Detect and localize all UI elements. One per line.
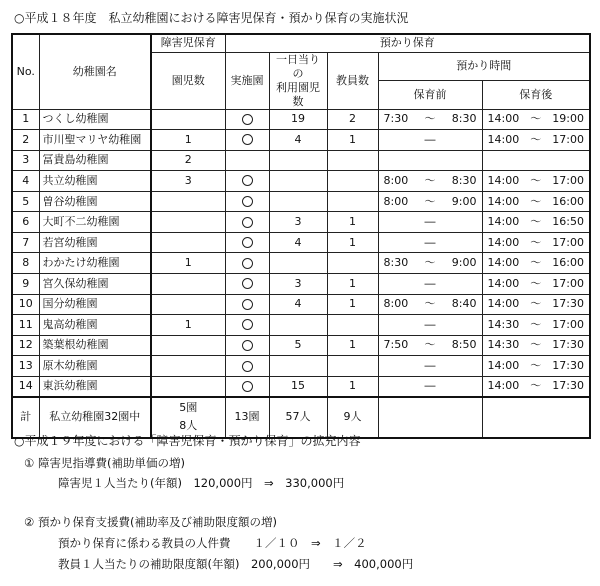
mae-end: 8:40	[451, 297, 477, 311]
row-name: つくし幼稚園	[39, 109, 151, 130]
ato-start: 14:00	[487, 173, 520, 187]
row-no: 11	[12, 315, 39, 336]
row-no: 13	[12, 356, 39, 377]
row-riyou: 15	[269, 376, 327, 397]
row-shogai: 1	[151, 315, 225, 336]
tilde: ～	[424, 338, 436, 352]
tilde: ～	[530, 359, 542, 373]
ato-end: 17:30	[552, 297, 584, 311]
row-riyou	[269, 171, 327, 192]
tilde: ～	[530, 173, 542, 187]
mae-end: 9:00	[451, 194, 477, 208]
row-shogai	[151, 376, 225, 397]
row-shogai	[151, 109, 225, 130]
row-ato	[482, 335, 590, 356]
table-row	[12, 335, 590, 356]
row-mae	[378, 150, 482, 171]
row-name: 宮久保幼稚園	[39, 274, 151, 295]
mae-start: 7:50	[383, 338, 409, 352]
row-riyou	[269, 253, 327, 274]
row-kyouin: 1	[327, 274, 378, 295]
circle-mark-icon	[242, 299, 253, 310]
row-jisshi	[225, 356, 269, 377]
section2-title: ○平成１９年度における「障害児保育・預かり保育」の拡充内容	[14, 434, 361, 448]
ato-end: 17:00	[552, 276, 584, 290]
header-shogai-group: 障害児保育	[151, 34, 225, 52]
table-row	[12, 376, 590, 397]
ato-start: 14:00	[487, 112, 520, 126]
ato-end: 19:00	[552, 112, 584, 126]
circle-mark-icon	[242, 381, 253, 392]
row-name: 曽谷幼稚園	[39, 191, 151, 212]
row-no: 2	[12, 130, 39, 151]
row-ato	[482, 130, 590, 151]
ato-end: 17:00	[552, 317, 584, 331]
table-row	[12, 171, 590, 192]
row-kyouin: 1	[327, 130, 378, 151]
row-no: 8	[12, 253, 39, 274]
row-name: 若宮幼稚園	[39, 232, 151, 253]
mae-start: 8:00	[383, 194, 409, 208]
row-jisshi	[225, 376, 269, 397]
mae-start: 8:00	[383, 173, 409, 187]
row-riyou	[269, 315, 327, 336]
row-no: 12	[12, 335, 39, 356]
tilde: ～	[424, 194, 436, 208]
row-mae: ―	[378, 376, 482, 397]
row-mae	[378, 109, 482, 130]
row-mae: ―	[378, 232, 482, 253]
ato-start: 14:00	[487, 359, 520, 373]
row-shogai: 1	[151, 253, 225, 274]
row-ato	[482, 191, 590, 212]
row-name: 原木幼稚園	[39, 356, 151, 377]
row-ato	[482, 274, 590, 295]
ato-start: 14:00	[487, 235, 520, 249]
tilde: ～	[530, 276, 542, 290]
row-riyou	[269, 191, 327, 212]
ato-start: 14:30	[487, 317, 520, 331]
row-kyouin	[327, 171, 378, 192]
row-riyou	[269, 356, 327, 377]
total-label: 計	[12, 397, 39, 438]
row-mae: ―	[378, 274, 482, 295]
row-no: 1	[12, 109, 39, 130]
row-no: 10	[12, 294, 39, 315]
row-shogai	[151, 335, 225, 356]
circle-mark-icon	[242, 361, 253, 372]
table-row	[12, 150, 590, 171]
table-row	[12, 109, 590, 130]
row-no: 7	[12, 232, 39, 253]
table-row	[12, 294, 590, 315]
row-name: 東浜幼稚園	[39, 376, 151, 397]
tilde: ～	[424, 112, 436, 126]
ato-end: 17:00	[552, 173, 584, 187]
row-name: 鬼高幼稚園	[39, 315, 151, 336]
row-kyouin: 2	[327, 109, 378, 130]
tilde: ～	[530, 235, 542, 249]
tilde: ～	[530, 297, 542, 311]
row-mae: ―	[378, 356, 482, 377]
total-riyou: 57人	[269, 397, 327, 438]
circle-mark-icon	[242, 134, 253, 145]
row-shogai: 1	[151, 130, 225, 151]
row-ato	[482, 376, 590, 397]
row-name: 冨貴島幼稚園	[39, 150, 151, 171]
row-kyouin	[327, 315, 378, 336]
row-jisshi	[225, 335, 269, 356]
ato-start: 14:00	[487, 379, 520, 393]
circle-mark-icon	[242, 175, 253, 186]
row-shogai: 3	[151, 171, 225, 192]
header-kyouin: 教員数	[327, 52, 378, 109]
ato-end: 16:00	[552, 256, 584, 270]
row-no: 4	[12, 171, 39, 192]
header-name: 幼稚園名	[39, 34, 151, 109]
row-jisshi	[225, 315, 269, 336]
table-row	[12, 232, 590, 253]
row-name: 築葉根幼稚園	[39, 335, 151, 356]
row-kyouin: 1	[327, 212, 378, 233]
row-jisshi	[225, 274, 269, 295]
row-riyou: 4	[269, 130, 327, 151]
tilde: ～	[530, 132, 542, 146]
row-ato	[482, 315, 590, 336]
row-mae: ―	[378, 212, 482, 233]
mae-start: 7:30	[383, 112, 409, 126]
tilde: ～	[424, 297, 436, 311]
total-shogai-nin: 8人	[179, 419, 198, 433]
total-kyouin: 9人	[327, 397, 378, 438]
row-ato	[482, 232, 590, 253]
tilde: ～	[530, 338, 542, 352]
row-ato	[482, 150, 590, 171]
row-kyouin: 1	[327, 294, 378, 315]
status-table	[11, 33, 591, 439]
row-kyouin	[327, 150, 378, 171]
circle-mark-icon	[242, 258, 253, 269]
row-mae	[378, 335, 482, 356]
row-no: 5	[12, 191, 39, 212]
row-kyouin: 1	[327, 232, 378, 253]
row-shogai	[151, 212, 225, 233]
row-ato	[482, 253, 590, 274]
circle-mark-icon	[242, 217, 253, 228]
mae-end: 9:00	[451, 256, 477, 270]
ato-end: 17:30	[552, 338, 584, 352]
row-shogai	[151, 356, 225, 377]
row-no: 3	[12, 150, 39, 171]
ato-end: 16:50	[552, 215, 584, 229]
row-jisshi	[225, 191, 269, 212]
table-row	[12, 212, 590, 233]
row-no: 14	[12, 376, 39, 397]
header-riyou: 一日当りの 利用園児数	[269, 52, 327, 109]
row-jisshi	[225, 232, 269, 253]
tilde: ～	[424, 256, 436, 270]
row-shogai	[151, 274, 225, 295]
item1-title: ① 障害児指導費(補助単価の増)	[24, 456, 185, 470]
total-mae	[378, 397, 482, 438]
total-jisshi: 13園	[225, 397, 269, 438]
row-ato	[482, 212, 590, 233]
total-shogai-en: 5園	[179, 401, 198, 415]
circle-mark-icon	[242, 237, 253, 248]
row-jisshi	[225, 294, 269, 315]
row-ato	[482, 356, 590, 377]
row-name: 市川聖マリヤ幼稚園	[39, 130, 151, 151]
row-shogai	[151, 232, 225, 253]
row-ato	[482, 171, 590, 192]
header-mae: 保育前	[378, 81, 482, 110]
item1-line: 障害児１人当たり(年額) 120,000円 ⇒ 330,000円	[58, 476, 345, 490]
row-riyou: 4	[269, 232, 327, 253]
row-kyouin	[327, 191, 378, 212]
ato-start: 14:00	[487, 276, 520, 290]
ato-start: 14:00	[487, 256, 520, 270]
item2-title: ② 預かり保育支援費(補助率及び補助限度額の増)	[24, 515, 277, 529]
row-ato	[482, 109, 590, 130]
row-kyouin: 1	[327, 376, 378, 397]
row-riyou: 19	[269, 109, 327, 130]
header-azukari-group: 預かり保育	[225, 34, 590, 52]
row-jisshi	[225, 171, 269, 192]
circle-mark-icon	[242, 340, 253, 351]
mae-end: 8:50	[451, 338, 477, 352]
ato-end: 17:00	[552, 132, 584, 146]
table-row	[12, 191, 590, 212]
row-jisshi	[225, 150, 269, 171]
mae-start: 8:00	[383, 297, 409, 311]
total-name: 私立幼稚園32園中	[39, 397, 151, 438]
row-name: 国分幼稚園	[39, 294, 151, 315]
mae-start: 8:30	[383, 256, 409, 270]
row-no: 9	[12, 274, 39, 295]
row-no: 6	[12, 212, 39, 233]
table-row	[12, 253, 590, 274]
table-row	[12, 315, 590, 336]
row-mae	[378, 191, 482, 212]
tilde: ～	[530, 379, 542, 393]
tilde: ～	[530, 112, 542, 126]
header-ato: 保育後	[482, 81, 590, 110]
row-shogai	[151, 191, 225, 212]
row-kyouin: 1	[327, 335, 378, 356]
total-ato	[482, 397, 590, 438]
row-name: わかたけ幼稚園	[39, 253, 151, 274]
ato-start: 14:00	[487, 194, 520, 208]
ato-start: 14:00	[487, 215, 520, 229]
circle-mark-icon	[242, 196, 253, 207]
item2-line2: 教員１人当たりの補助限度額(年額) 200,000円 ⇒ 400,000円	[58, 557, 414, 571]
header-shogai-count: 園児数	[151, 52, 225, 109]
row-kyouin	[327, 356, 378, 377]
circle-mark-icon	[242, 278, 253, 289]
tilde: ～	[424, 173, 436, 187]
row-mae	[378, 294, 482, 315]
header-no: No.	[12, 34, 39, 109]
page-title: ○平成１８年度 私立幼稚園における障害児保育・預かり保育の実施状況	[14, 11, 409, 25]
row-mae	[378, 253, 482, 274]
tilde: ～	[530, 215, 542, 229]
row-mae: ―	[378, 315, 482, 336]
row-jisshi	[225, 130, 269, 151]
row-riyou: 3	[269, 274, 327, 295]
ato-end: 17:30	[552, 379, 584, 393]
table-row	[12, 356, 590, 377]
tilde: ～	[530, 194, 542, 208]
header-azukari-jikan: 預かり時間	[378, 52, 590, 81]
table-row	[12, 274, 590, 295]
row-riyou: 3	[269, 212, 327, 233]
row-jisshi	[225, 109, 269, 130]
ato-end: 16:00	[552, 194, 584, 208]
circle-mark-icon	[242, 114, 253, 125]
header-jisshi: 実施園	[225, 52, 269, 109]
row-mae: ―	[378, 130, 482, 151]
row-riyou: 4	[269, 294, 327, 315]
ato-end: 17:00	[552, 235, 584, 249]
row-ato	[482, 294, 590, 315]
row-jisshi	[225, 253, 269, 274]
ato-start: 14:30	[487, 338, 520, 352]
ato-end: 17:30	[552, 359, 584, 373]
tilde: ～	[530, 317, 542, 331]
row-kyouin	[327, 253, 378, 274]
mae-end: 8:30	[451, 173, 477, 187]
mae-end: 8:30	[451, 112, 477, 126]
row-mae	[378, 171, 482, 192]
row-riyou	[269, 150, 327, 171]
ato-start: 14:00	[487, 132, 520, 146]
row-name: 大町不二幼稚園	[39, 212, 151, 233]
row-name: 共立幼稚園	[39, 171, 151, 192]
row-shogai: 2	[151, 150, 225, 171]
tilde: ～	[530, 256, 542, 270]
ato-start: 14:00	[487, 297, 520, 311]
row-riyou: 5	[269, 335, 327, 356]
circle-mark-icon	[242, 319, 253, 330]
row-shogai	[151, 294, 225, 315]
row-jisshi	[225, 212, 269, 233]
item2-line1: 預かり保育に係わる教員の人件費 １／１０ ⇒ １／２	[58, 536, 367, 550]
table-row	[12, 130, 590, 151]
